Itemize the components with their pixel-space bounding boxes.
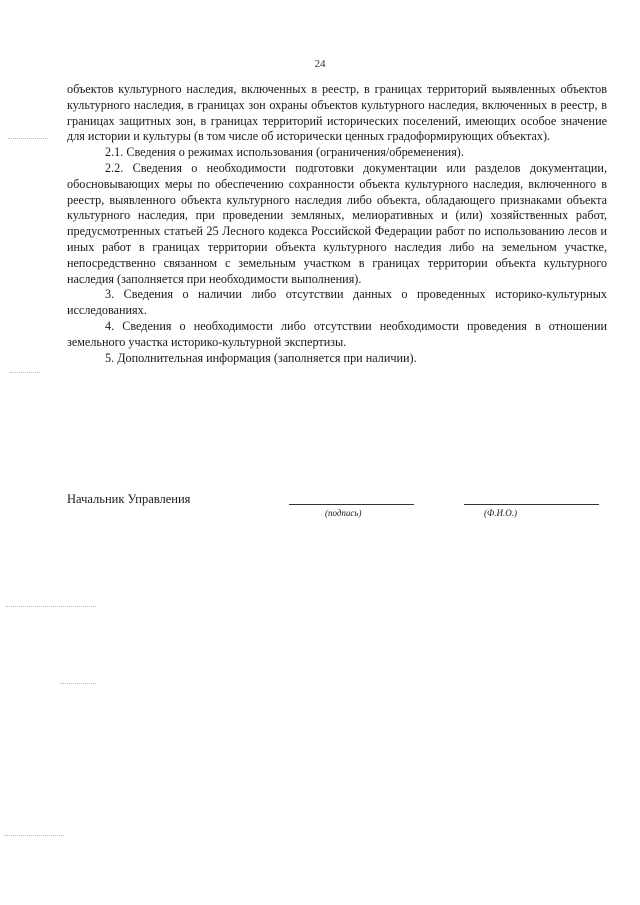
paragraph-5: 5. Дополнительная информация (заполняется при наличии). bbox=[105, 350, 417, 365]
paragraph-2-1: 2.1. Сведения о режимах использования (ограничения/обременения). bbox=[105, 145, 464, 160]
paragraph-3: 3. Сведения о наличии либо отсутствии данных о проведенных историко-культурных исследованиях. bbox=[67, 287, 607, 318]
paragraph-4: 4. Сведения о необходимости либо отсутствии необходимости проведения в отношении земельного участка историко-культурной экспертизы. bbox=[67, 318, 607, 349]
name-line bbox=[464, 504, 599, 505]
scan-artifact bbox=[60, 683, 96, 685]
name-caption: (Ф.И.О.) bbox=[484, 508, 517, 518]
signature-caption: (подпись) bbox=[325, 508, 362, 518]
page-number: 24 bbox=[314, 58, 326, 70]
signature-line bbox=[289, 504, 414, 505]
scan-artifact bbox=[6, 606, 96, 608]
scan-artifact bbox=[8, 138, 48, 140]
paragraph-intro: объектов культурного наследия, включенных в реестр, в границах территорий выявленных объектов культурного наследия, в границах зон охраны объектов культурного наследия, включенных в реестр, в границах защитных зон, в границах территорий исторических поселений, имеющих особое значение для истории и культуры (в том числе об исторически ценных градоформирующих объектах). bbox=[67, 82, 607, 144]
scan-artifact bbox=[4, 835, 64, 837]
scan-artifact bbox=[10, 372, 40, 374]
signature-label: Начальник Управления bbox=[67, 492, 191, 506]
document-body bbox=[67, 82, 607, 366]
signature-block bbox=[67, 492, 607, 532]
paragraph-2-2: 2.2. Сведения о необходимости подготовки документации или разделов документации, обосновывающих меры по обеспечению сохранности объекта культурного наследия, включенного в реестр, выявленного объекта культурного наследия либо объекта, обладающего признаками объекта культурного наследия, при проведении земляных, мелиоративных и (или) хозяйственных работ, предусмотренных статьей 25 Лесного кодекса Российской Федерации работ по использованию лесов и иных работ в границах территории объекта культурного наследия либо на земельном участке, непосредственно связанном с земельным участком в границах территории объекта культурного наследия (заполняется при необходимости выполнения). bbox=[67, 160, 607, 286]
